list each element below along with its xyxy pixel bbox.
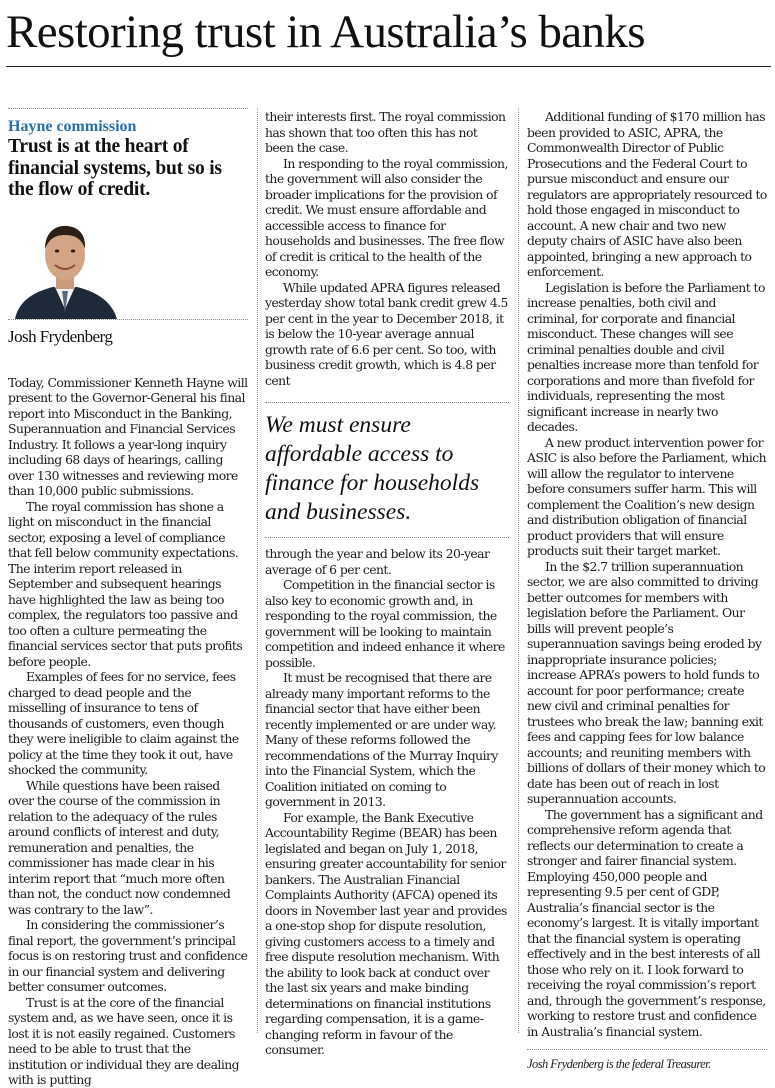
paragraph: Additional funding of $170 million has been provided to ASIC, APRA, the Commonwealth Director of Public Prosecutions and the Federal Court to pursue misconduct and ensure our regulators are appropriately resourced to hold those engaged in misconduct to account. A new chair and two new deputy chairs of ASIC have also been appointed, bringing a new approach to enforcement. bbox=[527, 109, 767, 279]
author-name: Josh Frydenberg bbox=[8, 326, 113, 346]
paragraph: In the $2.7 trillion superannuation sector, we are also committed to driving better outcomes for members with legislation before the Parliament. Our bills will prevent people’s superannuation savings being eroded by inappropriate insurance policies; increase APRA’s powers to hold funds to account for poor performance; create new civil and criminal penalties for trustees who break the law; banning exit fees and capping fees for low balance accounts; and reuniting members with billions of dollars of their money which to date has been out of reach in lost superannuation accounts. bbox=[527, 558, 766, 806]
kicker-block bbox=[8, 108, 248, 201]
headline-rule bbox=[6, 66, 771, 67]
pull-quote: We must ensure affordable access to finance for households and businesses. bbox=[265, 402, 509, 538]
column-separator bbox=[518, 108, 519, 1033]
footnote-block bbox=[527, 1049, 767, 1072]
paragraph: A new product intervention power for ASIC is also before the Parliament, which will allow the regulator to intervene before consumers suffer harm. This will complement the Coalition’s new design and distribution obligation of financial product providers that will ensure products suit their target market. bbox=[527, 434, 767, 558]
paragraph: through the year and below its 20-year average of 6 per cent. bbox=[265, 546, 490, 577]
byline-block bbox=[8, 319, 248, 347]
headline: Restoring trust in Australia’s banks bbox=[6, 6, 645, 58]
paragraph: Competition in the financial sector is also key to economic growth and, in responding to the royal commission, the government will be looking to maintain competition and indeed enhance it where possible. bbox=[265, 577, 505, 670]
standfirst: Trust is at the heart of financial systems, but so is the flow of credit. bbox=[8, 136, 222, 200]
paragraph: In responding to the royal commission, the government will also consider the broader implications for the provision of credit. We must ensure affordable and accessible access to finance for households and businesses. The free flow of credit is critical to the health of the economy. bbox=[265, 155, 508, 279]
paragraph: Legislation is before the Parliament to increase penalties, both civil and criminal, for corporate and financial misconduct. These changes will see criminal penalties double and civil penalties increase more than tenfold for corporations and more than fivefold for individuals, representing the most significant increase in nearly two decades. bbox=[527, 279, 765, 434]
paragraph: Trust is at the core of the financial system and, as we have seen, once it is lost it is not easily regained. Customers need to be able to trust that the institution or individual they are dealing with is putting bbox=[8, 994, 240, 1087]
column-3 bbox=[527, 109, 767, 1072]
paragraph: The royal commission has shone a light on misconduct in the financial sector, exposing a level of compliance that fell below community expectations. The interim report released in September and subsequent hearings have highlighted the law as being too complex, the regulators too passive and too often a culture permeating the financial services sector that puts profits before people. bbox=[8, 498, 243, 669]
paragraph: For example, the Bank Executive Accountability Regime (BEAR) has been legislated and began on July 1, 2018, ensuring greater accountability for senior bankers. The Australian Financial Complaints Authority (AFCA) opened its doors in November last year and provides a one-stop shop for dispute resolution, giving customers access to a timely and free dispute resolution mechanism. With the ability to look back at conduct over the last six years and make binding determinations on financial institutions regarding compensation, it is a game-changing reform in favour of the consumer. bbox=[265, 809, 507, 1057]
author-footnote: Josh Frydenberg is the federal Treasurer. bbox=[527, 1057, 711, 1071]
column-separator bbox=[257, 108, 258, 1033]
paragraph: Today, Commissioner Kenneth Hayne will present to the Governor-General his final report into Misconduct in the Banking, Superannuation and Financial Services Industry. It follows a year-long inquiry including 68 days of hearings, calling over 130 witnesses and reviewing more than 10,000 public submissions. bbox=[8, 374, 248, 498]
paragraph: The government has a significant and comprehensive reform agenda that reflects our determination to create a stronger and fairer financial system. Employing 450,000 people and representing 9.5 per cent of GDP, Australia’s financial sector is the economy’s largest. It is vitally important that the financial system is operating effectively and in the best interests of all those who rely on it. I look forward to receiving the royal commission’s report and, through the government’s response, working to restore trust and confidence in Australia’s financial system. bbox=[527, 806, 766, 1039]
kicker: Hayne commission bbox=[8, 118, 137, 135]
paragraph: their interests first. The royal commission has shown that too often this has not been the case. bbox=[265, 109, 506, 155]
paragraph: Examples of fees for no service, fees charged to dead people and the misselling of insurance to tens of thousands of customers, even though they were ineligible to claim against the policy at the time they took it out, have shocked the community. bbox=[8, 669, 239, 777]
paragraph: It must be recognised that there are already many important reforms to the financial sector that have either been recently implemented or are under way. Many of these reforms followed the recommendations of the Murray Inquiry into the Financial System, which the Coalition initiated on coming to government in 2013. bbox=[265, 670, 498, 809]
column-1 bbox=[8, 108, 248, 1088]
paragraph: While updated APRA figures released yesterday show total bank credit grew 4.5 per cent in the year to December 2018, it is below the 10-year average annual growth rate of 6.6 per cent. So too, with business credit growth, which is 4.8 per cent bbox=[265, 279, 508, 388]
column-2 bbox=[265, 109, 509, 1058]
author-portrait-icon bbox=[9, 217, 121, 319]
paragraph: While questions have been raised over the course of the commission in relation to the adequacy of the rules around conflicts of interest and duty, remuneration and penalties, the commissioner has made clear in his interim report that “much more often than not, the conduct now condemned was contrary to the law”. bbox=[8, 777, 231, 917]
paragraph: In considering the commissioner’s final report, the government’s principal focus is on restoring trust and confidence in our financial system and delivering better consumer outcomes. bbox=[8, 917, 248, 994]
